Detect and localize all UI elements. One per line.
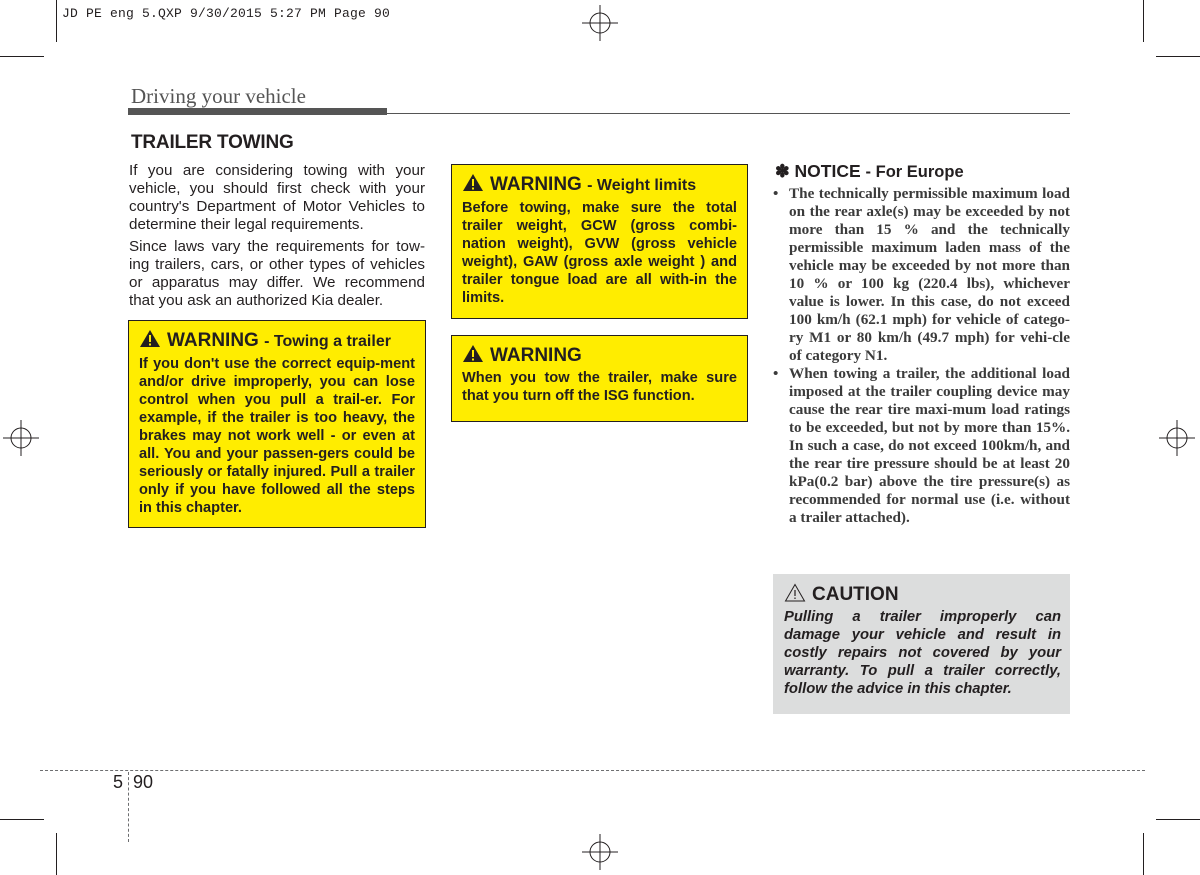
crop-mark [56,0,57,42]
crop-mark [1156,819,1200,820]
warning-weight-body: Before towing, make sure the total trailer weight, GCW (gross combi-nation weight), GVW (gross vehicle weight), GAW (gross axle weight ) and trailer tongue load are all with-in the limits. [462,200,737,306]
notice-star-icon: ✽ [775,161,790,181]
intro-paragraph: Since laws vary the requirements for tow-ing trailers, cars, or other types of vehicles or apparatus may differ. We recommend that you ask an authorized Kia dealer. [129,238,425,309]
caution-header [784,583,1061,606]
warning-triangle-icon [462,173,484,192]
page-heading: TRAILER TOWING [131,132,294,153]
bullet-icon: • [773,365,779,382]
warning-title: WARNING [490,174,582,195]
notice-item-text: When towing a trailer, the additional load imposed at the trailer coupling device may cause the rear tire maxi-mum load ratings to be exceeded, but not by more than 15%. In such a case, do not exceed 100km/h, and the rear tire pressure should be at least 20 kPa(0.2 bar) above the tire pressure(s) as recommended for normal use (i.e. without a trailer attached). [789,365,1070,526]
caution-title: CAUTION [812,584,899,605]
warning-subtitle: - Towing a trailer [264,333,391,350]
warning-isg-box [451,335,748,422]
crop-mark [1156,56,1200,57]
notice-title: NOTICE [794,161,861,181]
registration-mark-icon [1159,420,1195,456]
crop-mark [0,819,44,820]
warning-isg-header [462,344,737,367]
caution-triangle-icon [784,583,806,602]
intro-paragraph: If you are considering towing with your vehicle, you should first check with your country's Department of Motor Vehicles to determine their legal requirements. [129,162,425,233]
warning-towing-header [139,329,415,353]
registration-mark-icon [582,834,618,870]
page-number: 90 [133,772,154,792]
header-rule-thin [387,113,1070,114]
warning-title: WARNING [490,345,582,366]
warning-weight-header [462,173,737,197]
section-title: Driving your vehicle [131,84,306,108]
chapter-number: 5 [113,772,124,792]
bullet-icon: • [773,185,779,202]
notice-list [773,185,1070,527]
warning-triangle-icon [139,329,161,348]
notice-item [773,185,1070,365]
caution-box [773,574,1070,714]
header-rule-thick [128,108,387,115]
crop-mark [56,833,57,875]
registration-mark-icon [3,420,39,456]
registration-mark-icon [582,5,618,41]
intro-text [129,162,425,314]
warning-title: WARNING [167,330,259,351]
warning-triangle-icon [462,344,484,363]
notice-subtitle: - For Europe [865,163,964,181]
caution-body: Pulling a trailer improperly can damage your vehicle and result in costly repairs not covered by your warranty. To pull a trailer correctly, follow the advice in this chapter. [784,609,1061,697]
notice-header [775,161,964,182]
crop-mark [1143,833,1144,875]
print-slug: JD PE eng 5.QXP 9/30/2015 5:27 PM Page 90 [62,6,391,21]
crop-mark [0,56,44,57]
warning-isg-body: When you tow the trailer, make sure that you turn off the ISG function. [462,370,737,404]
notice-item [773,365,1070,527]
warning-towing-box [128,320,426,528]
warning-weight-box [451,164,748,319]
warning-towing-body: If you don't use the correct equip-ment and/or drive improperly, you can lose control when you pull a trail-er. For example, if the trailer is too heavy, the brakes may not work well - or even at all. You and your passen-gers could be seriously or fatally injured. Pull a trailer only if you have followed all the steps in this chapter. [139,356,415,516]
notice-item-text: The technically permissible maximum load on the rear axle(s) may be exceeded by not more than 15 % and the technically permissible maximum laden mass of the vehicle may be exceeded by not more than 10 % or 100 kg (220.4 lbs), whichever value is lower. In this case, do not exceed 100 km/h (62.1 mph) for vehicle of catego-ry M1 or 80 km/h (49.7 mph) for vehi-cle of category N1. [789,185,1070,364]
footer-divider [128,772,129,842]
crop-mark [1143,0,1144,42]
warning-subtitle: - Weight limits [587,177,697,194]
footer-rule [40,770,1145,771]
